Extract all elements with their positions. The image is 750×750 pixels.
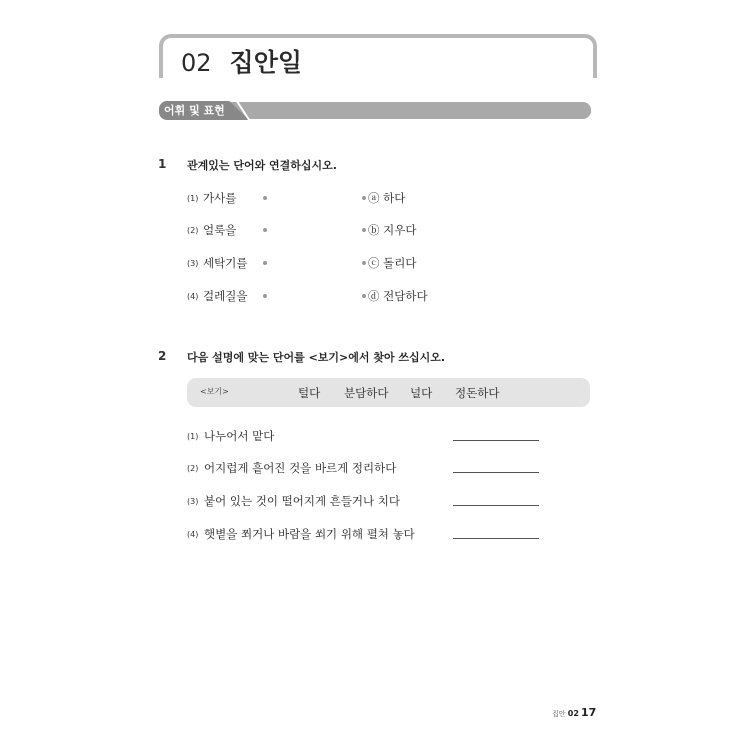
footer-chapter-prefix: 집안 [552, 710, 566, 718]
question-prompt: 관계있는 단어와 연결하십시오. [187, 159, 337, 172]
example-word: 널다 [410, 386, 433, 400]
footer-chapter-label [552, 709, 579, 719]
item-number: (4) [187, 530, 199, 539]
item-number: (3) [187, 497, 199, 506]
section-label: 어휘 및 표현 [164, 104, 225, 117]
example-label: <보기> [200, 387, 229, 396]
example-box [187, 378, 590, 407]
answer-blank[interactable] [453, 538, 539, 539]
match-left-dot[interactable] [263, 294, 267, 298]
item-number: (1) [187, 432, 199, 441]
item-number: (4) [187, 292, 199, 301]
match-right-item: ⓐ 하다 [368, 191, 406, 205]
match-right-dot[interactable] [362, 294, 366, 298]
example-word: 털다 [298, 386, 321, 400]
answer-blank[interactable] [453, 472, 539, 473]
question-number: 2 [158, 349, 167, 363]
definition-text: 어지럽게 흩어진 것을 바르게 정리하다 [204, 461, 397, 475]
match-left-dot[interactable] [263, 261, 267, 265]
page-number: 17 [581, 706, 597, 719]
chapter-number: 02 [181, 49, 212, 77]
question-prompt: 다음 설명에 맞는 단어를 <보기>에서 찾아 쓰십시오. [187, 351, 446, 364]
chapter-title: 집안일 [229, 48, 302, 77]
item-number: (1) [187, 194, 199, 203]
answer-blank[interactable] [453, 440, 539, 441]
match-left-item: 세탁기를 [203, 256, 248, 270]
match-right-item: ⓓ 전담하다 [368, 289, 428, 303]
footer-chapter-number: 02 [567, 709, 579, 718]
definition-text: 붙어 있는 것이 떨어지게 흔들거나 치다 [204, 494, 401, 508]
example-word: 분담하다 [344, 386, 389, 400]
match-right-item: ⓒ 돌리다 [368, 256, 417, 270]
match-left-item: 가사를 [203, 191, 237, 205]
definition-text: 햇볕을 쬐거나 바람을 쐬기 위해 펼쳐 놓다 [204, 527, 415, 541]
match-right-dot[interactable] [362, 196, 366, 200]
definition-text: 나누어서 맡다 [204, 429, 275, 443]
match-left-dot[interactable] [263, 228, 267, 232]
match-left-dot[interactable] [263, 196, 267, 200]
item-number: (3) [187, 259, 199, 268]
question-number: 1 [158, 157, 167, 171]
match-left-item: 얼룩을 [203, 223, 237, 237]
page-title [181, 45, 302, 81]
example-word: 정돈하다 [455, 386, 500, 400]
match-left-item: 걸레질을 [203, 289, 248, 303]
section-tab-divider [236, 101, 250, 120]
answer-blank[interactable] [453, 505, 539, 506]
match-right-dot[interactable] [362, 228, 366, 232]
item-number: (2) [187, 464, 199, 473]
match-right-item: ⓑ 지우다 [368, 223, 417, 237]
match-right-dot[interactable] [362, 261, 366, 265]
item-number: (2) [187, 226, 199, 235]
